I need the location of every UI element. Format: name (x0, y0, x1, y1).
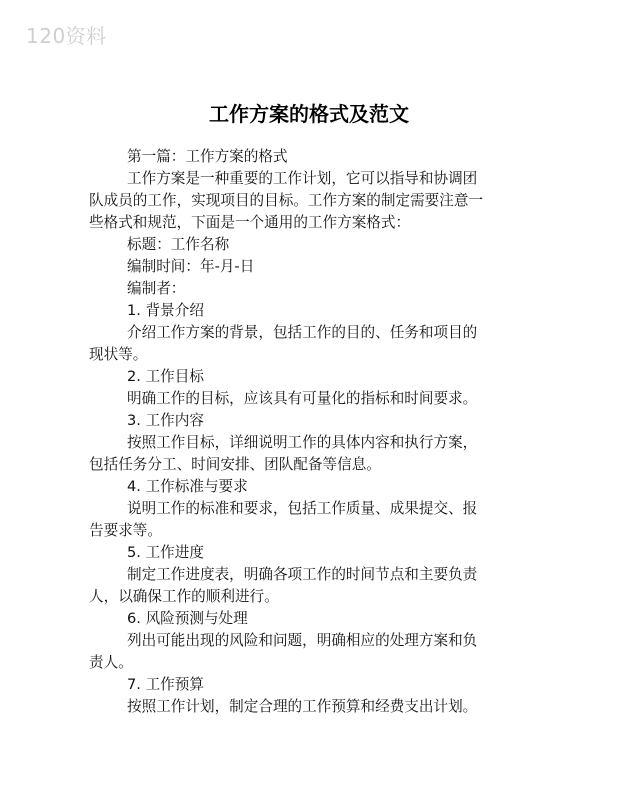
item-heading: 1. 背景介绍 (127, 302, 204, 319)
format-item: 编制者： (127, 280, 186, 297)
item-heading: 3. 工作内容 (127, 412, 204, 429)
paragraph-line: 队成员的工作，实现项目的目标。工作方案的制定需要注意一 (89, 192, 484, 209)
paragraph-line: 人，以确保工作的顺利进行。 (89, 588, 279, 605)
item-heading: 4. 工作标准与要求 (127, 478, 248, 495)
paragraph-line: 说明工作的标准和要求，包括工作质量、成果提交、报 (127, 500, 478, 517)
page-title: 工作方案的格式及范文 (209, 102, 409, 126)
paragraph-line: 按照工作计划，制定合理的工作预算和经费支出计划。 (127, 698, 478, 715)
paragraph-line: 责人。 (89, 654, 133, 671)
item-heading: 6. 风险预测与处理 (127, 610, 248, 627)
document-body (89, 146, 529, 718)
format-item: 编制时间：年-月-日 (127, 258, 255, 275)
paragraph-line: 些格式和规范，下面是一个通用的工作方案格式： (89, 214, 411, 231)
watermark-logo: 120资料 (26, 24, 107, 48)
section-heading: 第一篇：工作方案的格式 (127, 148, 288, 165)
paragraph-line: 包括任务分工、时间安排、团队配备等信息。 (89, 456, 381, 473)
paragraph-line: 列出可能出现的风险和问题，明确相应的处理方案和负 (127, 632, 478, 649)
paragraph-line: 明确工作的目标，应该具有可量化的指标和时间要求。 (127, 390, 478, 407)
item-heading: 7. 工作预算 (127, 676, 204, 693)
paragraph-line: 按照工作目标，详细说明工作的具体内容和执行方案， (127, 434, 478, 451)
paragraph-line: 制定工作进度表，明确各项工作的时间节点和主要负责 (127, 566, 478, 583)
paragraph-line: 现状等。 (89, 346, 148, 363)
paragraph-line: 告要求等。 (89, 522, 162, 539)
paragraph-line: 介绍工作方案的背景，包括工作的目的、任务和项目的 (127, 324, 478, 341)
paragraph-line: 工作方案是一种重要的工作计划，它可以指导和协调团 (127, 170, 478, 187)
item-heading: 5. 工作进度 (127, 544, 204, 561)
item-heading: 2. 工作目标 (127, 368, 204, 385)
format-item: 标题：工作名称 (127, 236, 230, 253)
